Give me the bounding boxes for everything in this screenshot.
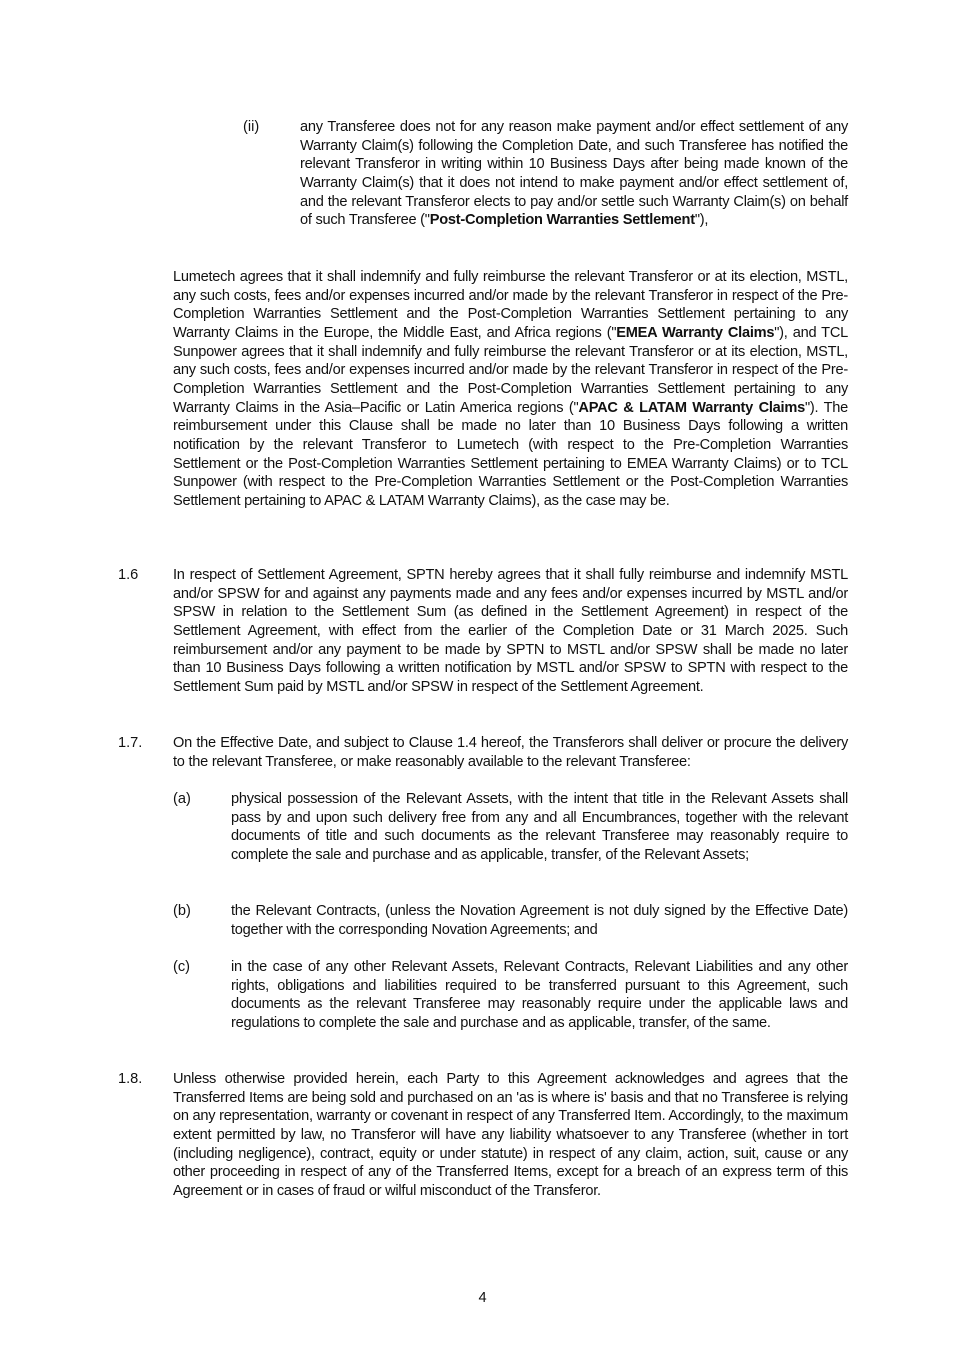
paragraph-text: Lumetech agrees that it shall indemnify and fully reimburse the relevant Transferor or at its election, MSTL, any such costs, fees and/or expenses incurred and/or made by the relevant Transferor in respect of the Pre-Completion Warranties Settlement and the Post-Completion Warranties Settlement pertaining to any Warranty Claims in the Europe, the Middle East, and Africa regions (" xyxy=(173,269,848,341)
item-a-text: physical possession of the Relevant Assets, with the intent that title in the Relevant Assets shall pass by and upon such delivery free from any and all Encumbrances, together with the relevant documents of title and such documents as the relevant Transferee may reasonably require to complete the sale and purchase and as applicable, transfer, of the Relevant Assets; xyxy=(231,791,848,863)
clause-text: any Transferee does not for any reason make payment and/or effect settlement of any Warranty Claim(s) following the Completion Date, and such Transferee has notified the relevant Transferor in writing within 10 Business Days after being made known of the Warranty Claim(s) that it does not intend to make payment and/or effect settlement of, and the relevant Transferor elects to pay and/or settle such Warranty Claim(s) on behalf of such Transferee (" xyxy=(300,119,848,229)
clause-1-6-text: In respect of Settlement Agreement, SPTN hereby agrees that it shall fully reimburse and indemnify MSTL and/or SPSW for and against any payments made and any fees and/or expenses incurred by MSTL and/or SPSW in relation to the Settlement Sum (as defined in the Settlement Agreement) in respect of the Settlement Agreement, with effect from the earlier of the Completion Date or 31 March 2025. Such reimbursement and/or any payment to be made by SPTN to MSTL and/or SPSW shall be made no later than 10 Business Days following a written notification by MSTL and/or SPSW to SPTN with respect to the Settlement Sum paid by MSTL and/or SPSW in respect of the Settlement Agreement. xyxy=(173,567,848,695)
clause-ii-text xyxy=(300,118,848,230)
clause-1-6-label: 1.6 xyxy=(118,567,139,583)
clause-1-7-label: 1.7. xyxy=(118,735,143,751)
clause-ii-label: (ii) xyxy=(243,119,260,135)
lumetech-paragraph xyxy=(173,268,848,511)
defined-term: APAC & LATAM Warranty Claims xyxy=(578,399,805,416)
item-b-text: the Relevant Contracts, (unless the Novation Agreement is not duly signed by the Effective Date) together with the corresponding Novation Agreements; and xyxy=(231,903,848,938)
clause-1-8-text: Unless otherwise provided herein, each Party to this Agreement acknowledges and agrees that the Transferred Items are being sold and purchased on an 'as is where is' basis and that no Transferee is relying on any representation, warranty or covenant in respect of any Transferred Item. Accordingly, to the maximum extent permitted by law, no Transferor will have any liability whatsoever to any Transferee (whether in tort (including negligence), contract, equity or under statute) in respect of any claim, action, suit, cause or any other proceeding in respect of any of the Transferred Items, except for a breach of an express term of this Agreement or in cases of fraud or wilful misconduct of the Transferor. xyxy=(173,1071,848,1199)
item-b-label: (b) xyxy=(173,903,191,919)
clause-1-7-text: On the Effective Date, and subject to Clause 1.4 hereof, the Transferors shall deliver or procure the delivery to the relevant Transferee, or make reasonably available to the relevant Transferee: xyxy=(173,735,848,770)
paragraph-text: "), and TCL Sunpower agrees that it shall indemnify and fully reimburse the relevant Transferor or at its election, MSTL, any such costs, fees and/or expenses incurred and/or made by the relevant Transferor in respect of the Pre-Completion Warranties Settlement and the Post-Completion Warranties Settlement pertaining to any Warranty Claims in the Asia–Pacific or Latin America regions (" xyxy=(173,324,848,416)
page-number: 4 xyxy=(478,1290,487,1306)
defined-term: EMEA Warranty Claims xyxy=(616,324,775,341)
clause-text: "), xyxy=(694,212,709,229)
item-c-text: in the case of any other Relevant Assets, Relevant Contracts, Relevant Liabilities and any other rights, obligations and liabilities required to be transferred pursuant to this Agreement, such documents as the relevant Transferee may reasonably require under the applicable laws and regulations to complete the sale and purchase and as applicable, transfer, of the same. xyxy=(231,959,848,1031)
item-c-label: (c) xyxy=(173,959,191,975)
item-a-label: (a) xyxy=(173,791,191,807)
clause-1-8-label: 1.8. xyxy=(118,1071,143,1087)
paragraph-text: "). The reimbursement under this Clause shall be made no later than 10 Business Days following a written notification by the relevant Transferor to Lumetech (with respect to the Pre-Completion Warranties Settlement or the Post-Completion Warranties Settlement pertaining to EMEA Warranty Claims) or to TCL Sunpower (with respect to the Pre-Completion Warranties Settlement or the Post-Completion Warranties Settlement pertaining to APAC & LATAM Warranty Claims), as the case may be. xyxy=(173,399,848,509)
defined-term: Post-Completion Warranties Settlement xyxy=(429,212,695,229)
